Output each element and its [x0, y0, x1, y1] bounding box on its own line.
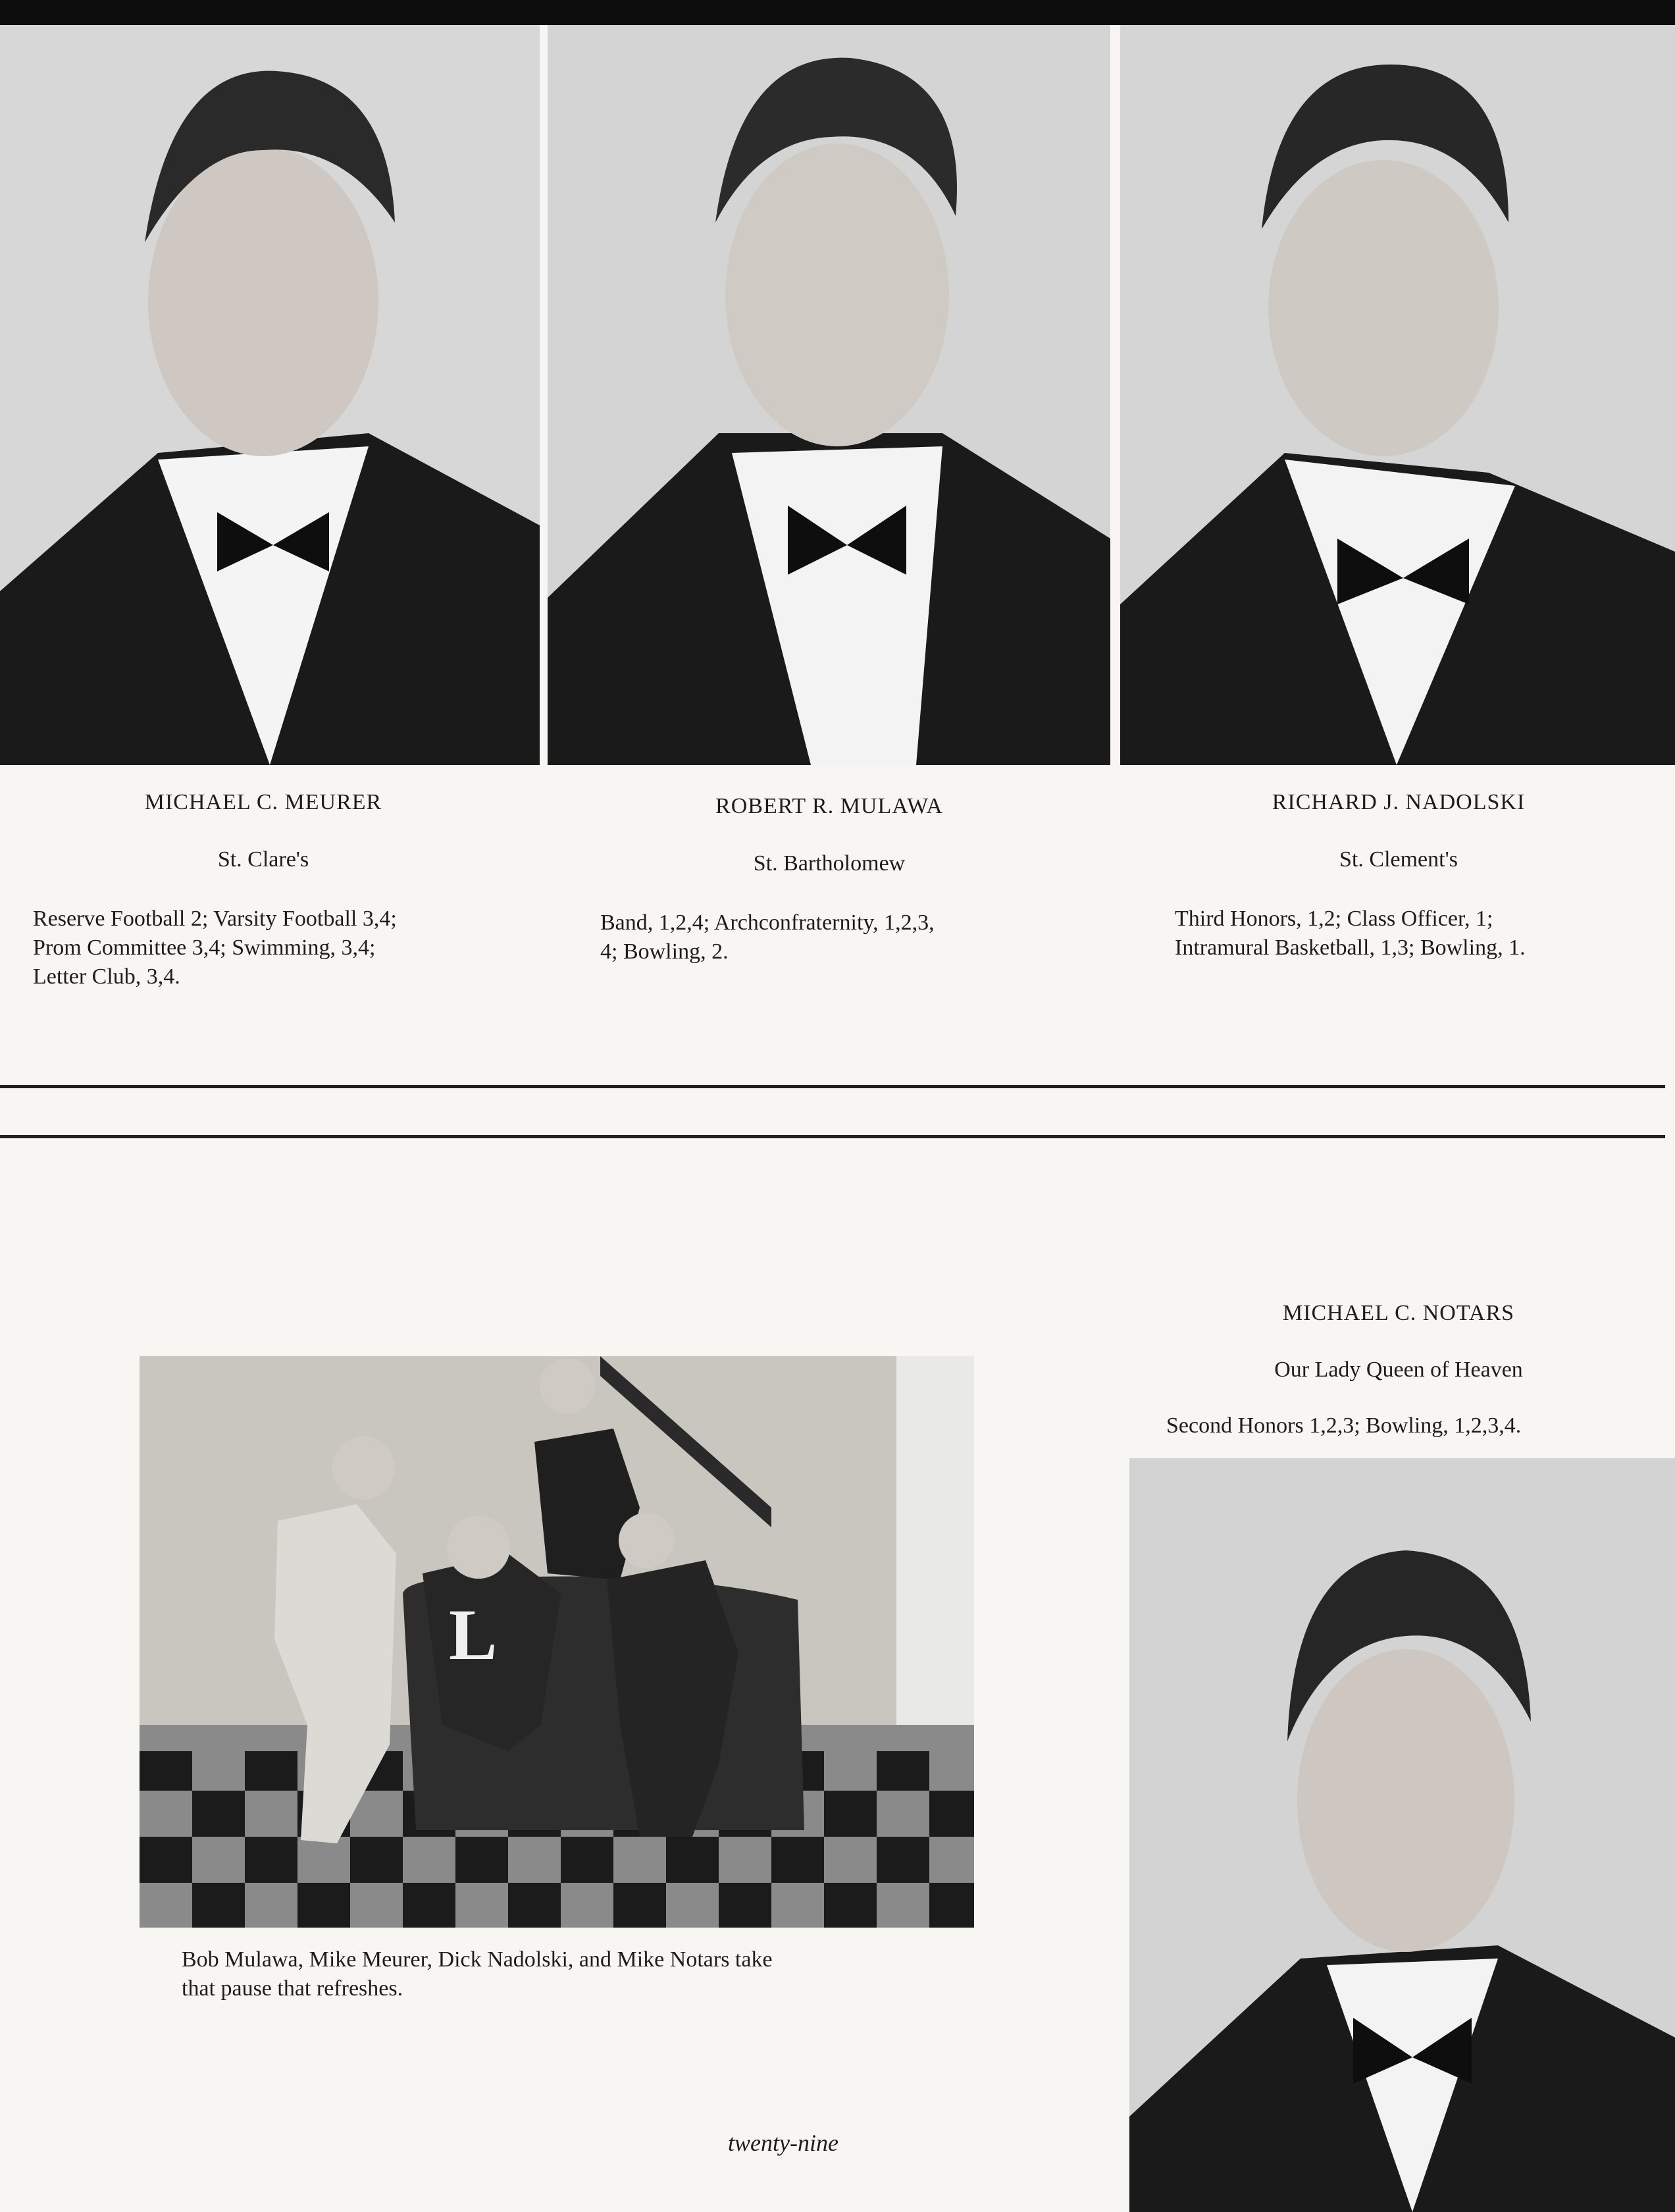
group-photo: [140, 1356, 974, 1928]
activity-line: Second Honors 1,2,3; Bowling, 1,2,3,4.: [1166, 1413, 1522, 1438]
portrait-mulawa: [548, 25, 1110, 765]
caption-line: Bob Mulawa, Mike Meurer, Dick Nadolski, and Mike Notars take: [182, 1947, 773, 1972]
student-name: MICHAEL C. MEURER: [144, 790, 382, 814]
portrait-nadolski: [1120, 25, 1675, 765]
portrait-meurer-figure: [0, 25, 540, 765]
activity-line: Reserve Football 2; Varsity Football 3,4;: [33, 907, 397, 931]
letter-sweater-letter: L: [449, 1594, 498, 1675]
portrait-notars-figure: [1129, 1458, 1675, 2212]
student-parish: St. Clare's: [217, 847, 309, 872]
student-name: RICHARD J. NADOLSKI: [1272, 790, 1526, 814]
divider-rule: [0, 1135, 1665, 1138]
student-parish: St. Clement's: [1339, 847, 1458, 872]
portrait-meurer: [0, 25, 540, 765]
activity-line: Band, 1,2,4; Archconfraternity, 1,2,3,: [600, 910, 935, 935]
activity-line: Intramural Basketball, 1,3; Bowling, 1.: [1175, 935, 1526, 960]
student-activities: [600, 908, 935, 966]
portrait-mulawa-figure: [548, 25, 1110, 765]
student-activities: [1166, 1411, 1521, 1440]
activity-line: Letter Club, 3,4.: [33, 964, 180, 989]
student-name: MICHAEL C. NOTARS: [1282, 1301, 1515, 1325]
portrait-nadolski-figure: [1120, 25, 1675, 765]
caption-line: that pause that refreshes.: [182, 1976, 403, 2001]
group-photo-scene: [140, 1356, 974, 1928]
student-parish: St. Bartholomew: [753, 851, 906, 876]
activity-line: Prom Committee 3,4; Swimming, 3,4;: [33, 935, 376, 960]
portrait-notars: [1129, 1458, 1675, 2212]
group-photo-caption: [182, 1945, 971, 2003]
page-number: twenty-nine: [728, 2130, 838, 2156]
divider-rule: [0, 1085, 1665, 1088]
activity-line: Third Honors, 1,2; Class Officer, 1;: [1175, 907, 1493, 931]
student-activities: [1175, 905, 1526, 962]
student-activities: [33, 905, 397, 991]
activity-line: 4; Bowling, 2.: [600, 939, 729, 964]
student-name: ROBERT R. MULAWA: [715, 794, 943, 818]
student-parish: Our Lady Queen of Heaven: [1274, 1357, 1523, 1382]
page-top-edge: [0, 0, 1675, 25]
